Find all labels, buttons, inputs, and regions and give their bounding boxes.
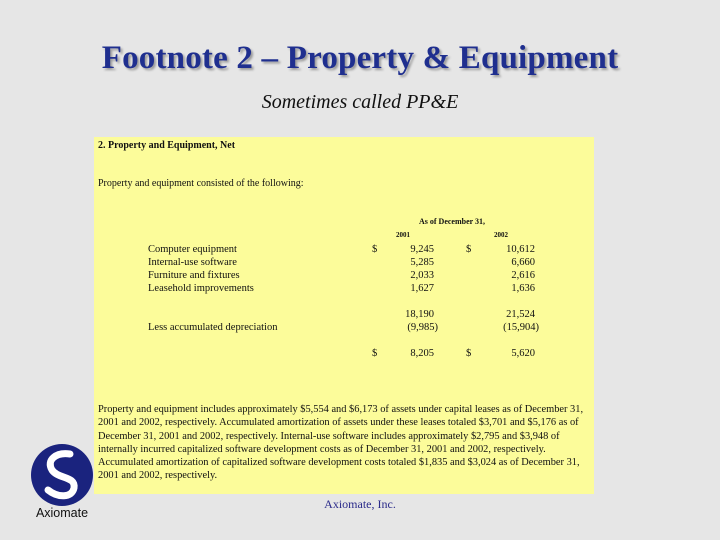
cell-leasehold-improvements-2002: 1,636 xyxy=(511,283,535,294)
cell-computer-equipment-2001: 9,245 xyxy=(410,244,434,255)
logo-text: Axiomate xyxy=(35,506,89,520)
footnote-panel xyxy=(94,137,594,494)
footer-company-name: Axiomate, Inc. xyxy=(324,497,396,511)
note-intro: Property and equipment consisted of the following: xyxy=(98,178,304,189)
dollar-sign-2002: $ xyxy=(466,244,472,255)
cell-net-2002: 5,620 xyxy=(511,348,535,359)
column-header-as-of: As of December 31, xyxy=(419,217,486,226)
cell-depreciation-2001: (9,985) xyxy=(407,322,438,333)
cell-internal-use-software-2001: 5,285 xyxy=(410,257,434,268)
slide-subtitle: Sometimes called PP&E xyxy=(261,91,459,113)
cell-computer-equipment-2002: 10,612 xyxy=(506,244,535,255)
cell-internal-use-software-2002: 6,660 xyxy=(511,257,535,268)
axiomate-logo-icon xyxy=(26,442,98,506)
row-label-leasehold-improvements: Leasehold improvements xyxy=(148,283,254,294)
row-label-accumulated-depreciation: Less accumulated depreciation xyxy=(148,322,278,333)
dollar-sign-2001: $ xyxy=(372,244,378,255)
note-heading: 2. Property and Equipment, Net xyxy=(98,140,236,151)
cell-subtotal-2002: 21,524 xyxy=(506,309,535,320)
cell-net-2001: 8,205 xyxy=(410,348,434,359)
row-label-computer-equipment: Computer equipment xyxy=(148,244,237,255)
cell-leasehold-improvements-2001: 1,627 xyxy=(410,283,434,294)
row-label-internal-use-software: Internal-use software xyxy=(148,257,237,268)
row-label-furniture-and-fixtures: Furniture and fixtures xyxy=(148,270,240,281)
dollar-sign-net-2002: $ xyxy=(466,348,472,359)
axiomate-logo xyxy=(26,442,98,522)
cell-furniture-and-fixtures-2002: 2,616 xyxy=(511,270,535,281)
cell-furniture-and-fixtures-2001: 2,033 xyxy=(410,270,434,281)
dollar-sign-net-2001: $ xyxy=(372,348,378,359)
column-header-2001: 2001 xyxy=(396,231,410,239)
cell-subtotal-2001: 18,190 xyxy=(405,309,434,320)
slide-title: Footnote 2 – Property & Equipment xyxy=(101,40,619,76)
column-header-2002: 2002 xyxy=(494,231,508,239)
note-paragraph: Property and equipment includes approximately $5,554 and $6,173 of assets under capital leases as of December 31, 2001 and 2002, respectively. Accumulated amortization of assets under these leases totaled $3,701 and $5,176 as of December 31, 2001 and 2002, respectively. Internal-use software includes approximately $2,795 and $3,948 of internally incurred capitalized software development costs as of December 31, 2001 and 2002, respectively. Accumulated amortization of capitalized software development costs totaled $1,835 and $3,024 as of December 31, 2001 and 2002, respectively. xyxy=(98,404,584,482)
cell-depreciation-2002: (15,904) xyxy=(503,322,539,333)
